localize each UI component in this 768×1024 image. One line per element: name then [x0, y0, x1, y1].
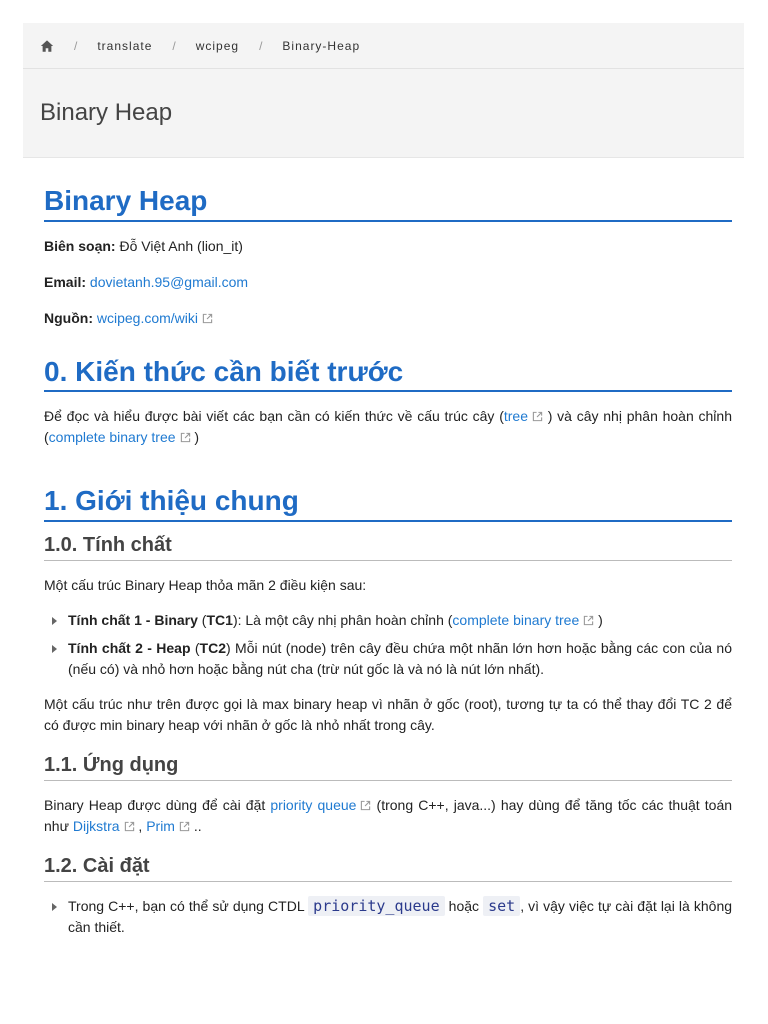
list-item [44, 896, 732, 938]
text: ) và cây nhị phân hoàn chỉnh ( [44, 408, 732, 446]
breadcrumb-separator: / [259, 38, 263, 53]
text: .. [189, 817, 202, 834]
priority-queue-link[interactable]: priority queue [270, 796, 357, 813]
text: ( [197, 611, 207, 628]
external-link-icon [179, 821, 190, 832]
external-link-icon [202, 313, 213, 324]
section-0-paragraph [44, 406, 732, 448]
complete-binary-tree-link[interactable]: complete binary tree [452, 611, 580, 628]
breadcrumb [23, 23, 744, 69]
text: ( [190, 639, 200, 656]
text: ) [594, 611, 603, 628]
page-header [23, 23, 744, 158]
home-icon[interactable] [40, 39, 54, 53]
external-link-icon [532, 411, 543, 422]
property-2-title: Tính chất 2 - Heap [68, 639, 191, 656]
author-label: Biên soạn: [44, 237, 116, 254]
breadcrumb-separator: / [172, 38, 176, 53]
article-content [44, 170, 732, 938]
dijkstra-link[interactable]: Dijkstra [72, 817, 120, 834]
external-link-icon [583, 615, 594, 626]
breadcrumb-separator: / [74, 38, 78, 53]
breadcrumb-item-translate[interactable]: translate [97, 38, 153, 53]
text: Để đọc và hiểu được bài viết các bạn cần có kiến thức về cấu trúc cây ( [44, 408, 504, 425]
source-label: Nguồn: [44, 309, 93, 326]
section-1-heading: 1. Giới thiệu chung [44, 484, 732, 522]
text: Binary Heap được dùng để cài đặt [44, 796, 271, 813]
section-0-heading: 0. Kiến thức cần biết trước [44, 355, 732, 393]
section-1-1-paragraph [44, 795, 732, 837]
section-1-0-outro: Một cấu trúc như trên được gọi là max binary heap vì nhãn ở gốc (root), tương tự ta có thể thay đổi TC 2 để có được min binary heap với nhãn ở gốc là nhỏ nhất trong cây. [44, 695, 732, 733]
text: Trong C++, bạn có thể sử dụng CTDL [68, 897, 309, 914]
section-1-0-intro: Một cấu trúc Binary Heap thỏa mãn 2 điều kiện sau: [44, 576, 367, 593]
source-link[interactable]: wcipeg.com/wiki [96, 309, 199, 326]
text: (trong C++, java...) hay dùng để tăng tốc các thuật toán như [44, 796, 733, 834]
list-item [44, 610, 732, 631]
section-1-2-heading: 1.2. Cài đặt [44, 853, 732, 882]
property-list [44, 610, 732, 680]
property-2-code: TC2 [199, 639, 226, 656]
email-link[interactable]: dovietanh.95@gmail.com [89, 273, 249, 290]
text: ): Là một cây nhị phân hoàn chỉnh ( [232, 611, 453, 628]
text: , vì vậy việc tự cài đặt lại là không cần thiết. [68, 897, 733, 935]
breadcrumb-item-wcipeg[interactable]: wcipeg [195, 38, 240, 53]
complete-binary-tree-link[interactable]: complete binary tree [48, 429, 176, 446]
tree-link[interactable]: tree [503, 408, 528, 425]
author-value: Đỗ Việt Anh (lion_it) [119, 237, 243, 254]
external-link-icon [124, 821, 135, 832]
text: , [134, 817, 147, 834]
article-title: Binary Heap [44, 184, 732, 222]
property-1-title: Tính chất 1 - Binary [68, 611, 198, 628]
source-line [44, 308, 732, 329]
author-line [44, 236, 732, 257]
list-item [44, 638, 732, 680]
implementation-list [44, 896, 732, 938]
section-1-0-heading: 1.0. Tính chất [44, 532, 732, 561]
email-line [44, 272, 732, 293]
external-link-icon [360, 800, 371, 811]
text: ) Mỗi nút (node) trên cây đều chứa một nhãn lớn hơn hoặc bằng các con của nó (nếu có) và nhỏ hơn hoặc bằng nút cha (trừ nút gốc là và nó là nút lớn nhất). [68, 639, 732, 677]
breadcrumb-item-current[interactable]: Binary-Heap [282, 38, 361, 53]
code-set: set [483, 896, 520, 916]
section-1-1-heading: 1.1. Ứng dụng [44, 752, 732, 781]
text: ) [190, 429, 200, 446]
page-title: Binary Heap [40, 99, 173, 126]
property-1-code: TC1 [206, 611, 233, 628]
email-label: Email: [44, 273, 87, 290]
code-priority-queue: priority_queue [308, 896, 444, 916]
external-link-icon [180, 432, 191, 443]
text: hoặc [444, 897, 484, 914]
prim-link[interactable]: Prim [146, 817, 175, 834]
